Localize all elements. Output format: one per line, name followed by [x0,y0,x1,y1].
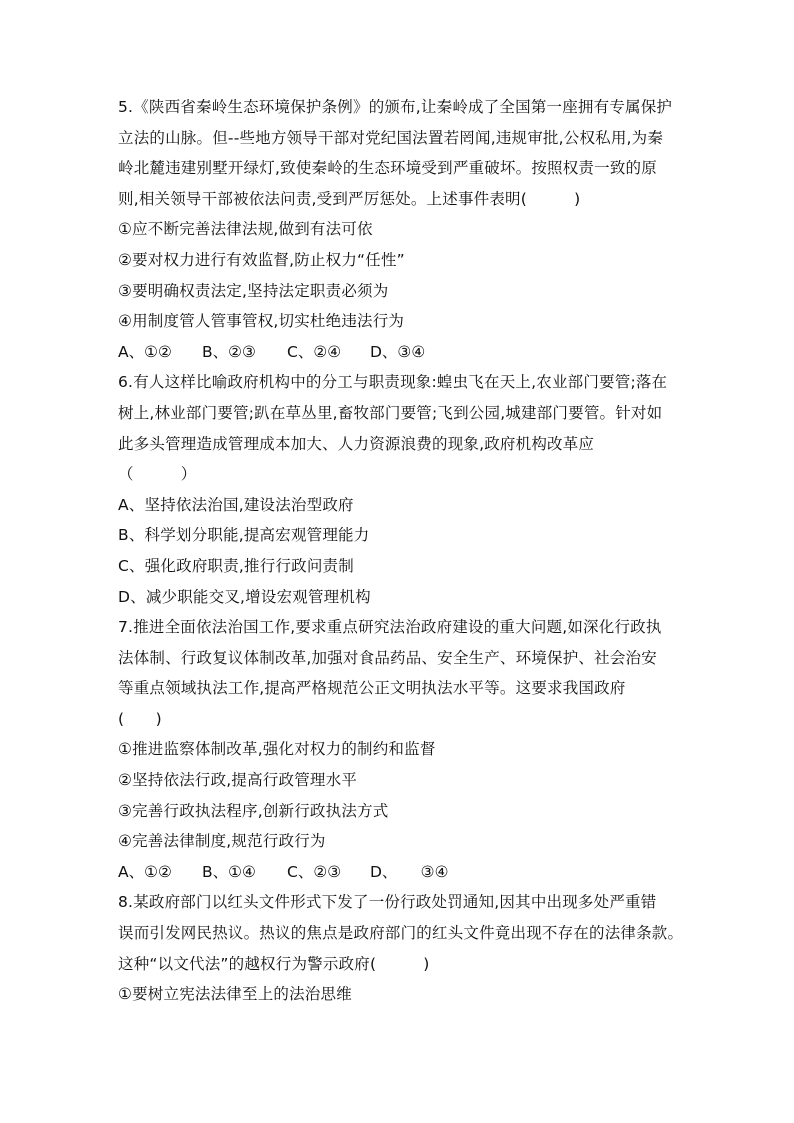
question-6-stem-line: 此多头管理造成管理成本加大、人力资源浪费的现象,政府机构改革应 [118,434,595,453]
document-content [118,92,684,1010]
option-c: C、②④ [287,342,342,361]
question-5-item-4: ④用制度管人管事管权,切实杜绝违法行为 [118,312,405,331]
option-a: A、①② [118,862,172,881]
question-7-item-4: ④完善法律制度,规范行政行为 [118,832,326,851]
question-6-stem-line: 树上,林业部门要管;趴在草丛里,畜牧部门要管;飞到公园,城建部门要管。针对如 [118,403,663,422]
question-7-answer-blank: ( ) [118,709,162,728]
question-7-stem-line: 等重点领域执法工作,提高严格规范公正文明执法水平等。这要求我国政府 [118,679,626,698]
question-5-options [118,337,678,368]
question-7-options [118,857,678,888]
question-7-stem-line: 7.推进全面依法治国工作,要求重点研究法治政府建设的重大问题,如深化行政执 [118,618,662,637]
question-5-stem-line: 岭北麓违建别墅开绿灯,致使秦岭的生态环境受到严重破坏。按照权责一致的原 [118,159,657,178]
option-d: D、 ③④ [370,862,449,881]
question-6-answer-blank: （ ） [118,465,197,484]
question-5-stem-line: 则,相关领导干部被依法问责,受到严厉惩处。上述事件表明( ) [118,189,581,208]
question-8-item-1: ①要树立宪法法律至上的法治思维 [118,985,352,1004]
question-7-stem-line: 法体制、行政复议体制改革,加强对食品药品、安全生产、环境保护、社会治安 [118,648,657,667]
question-8-stem-line: 8.某政府部门以红头文件形式下发了一份行政处罚通知,因其中出现多处严重错 [118,893,657,912]
question-5-stem-line: 5.《陕西省秦岭生态环境保护条例》的颁布,让秦岭成了全国第一座拥有专属保护 [118,98,673,116]
question-7-item-1: ①推进监察体制改革,强化对权力的制约和监督 [118,740,436,759]
option-d: D、③④ [370,342,426,361]
question-6-option-c: C、强化政府职责,推行行政问责制 [118,556,354,575]
question-6-stem-line: 6.有人这样比喻政府机构中的分工与职责现象:蝗虫飞在天上,农业部门要管;落在 [118,373,668,392]
question-7 [118,612,678,887]
question-6 [118,367,678,612]
question-7-item-3: ③完善行政执法程序,创新行政执法方式 [118,801,389,820]
question-6-option-d: D、减少职能交叉,增设宏观管理机构 [118,587,371,606]
question-8-stem-line: 误而引发网民热议。热议的焦点是政府部门的红头文件竟出现不存在的法律条款。 [118,924,684,943]
question-7-item-2: ②坚持依法行政,提高行政管理水平 [118,771,358,790]
question-5-stem-line: 立法的山脉。但--些地方领导干部对党纪国法置若罔闻,违规审批,公权私用,为秦 [118,128,664,147]
question-8 [118,887,684,1009]
question-5-item-2: ②要对权力进行有效监督,防止权力“任性” [118,250,405,269]
option-c: C、②③ [287,862,342,881]
option-b: B、②③ [202,342,256,361]
question-5-item-1: ①应不断完善法律法规,做到有法可依 [118,220,373,239]
question-5 [118,92,678,367]
option-a: A、①② [118,342,172,361]
option-b: B、①④ [202,862,256,881]
question-5-item-3: ③要明确权责法定,坚持法定职责必须为 [118,281,389,300]
question-8-stem-line: 这种“以文代法”的越权行为警示政府( ) [118,954,430,973]
question-6-option-a: A、坚持依法治国,建设法治型政府 [118,495,354,514]
question-6-option-b: B、科学划分职能,提高宏观管理能力 [118,526,370,545]
